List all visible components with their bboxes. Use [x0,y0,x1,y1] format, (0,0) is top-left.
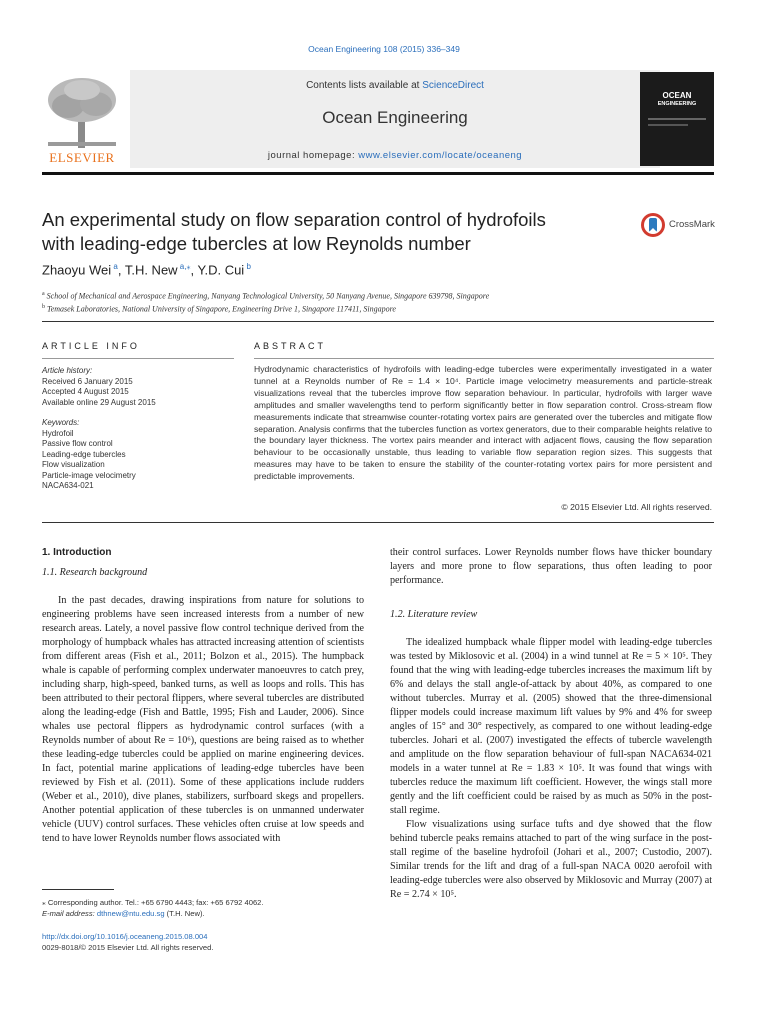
keywords [42,418,136,492]
email-suffix: (T.H. New). [164,908,205,918]
footnote-rule [42,889,114,890]
author-list: Zhaoyu Wei $^a$, T.H. New $^{a,⁎}$, Y.D. Cui $^b$ [42,262,251,278]
author-affiliation-marker[interactable]: a,⁎ [179,262,191,271]
body-column-right [390,546,712,902]
body-paragraph: Flow visualizations using surface tufts and dye showed that the flow behind tubercle peaks remains attached to part of the wing surface in the post-stall regime of the baseline hydrofoil (Johari et al., 2007; Custodio, 2007). Similar trends for the lift and drag of a full-span NACA 0020 aerofoil with leading-edge tubercles were also observed by Miklosovic and Murray (2007) at Re = 2.74 × 10⁵. [390,819,712,900]
homepage-prefix: journal homepage: [267,150,359,161]
corresponding-author-footnote [42,898,372,919]
author-name[interactable]: Y.D. Cui [197,262,245,278]
subsection-heading: 1.1. Research background [42,567,148,578]
keyword-item[interactable]: NACA634-021 [42,481,94,490]
body-paragraph: The idealized humpback whale flipper model with leading-edge tubercles was tested by Miklosovic et al. (2004) in a wind tunnel at Re = 5 × 10⁵. They found that the wing with leading-edge tubercles increases the maximum lift by 6% and delays the stall angle-of-attack by about 40%, as compared to one without tubercles. Murray et al. (2005) showed that the three-dimensional flipper models could increase maximum lift values by 9% and 4% for sweep angles of 15° and 30° respectively, as compared to one without leading-edge tubercles. Johari et al. (2007) investigated the effects of tubercle wavelength and amplitude on the flow separation behaviour of full-span NACA634-021 models in a water tunnel at Re = 1.83 × 10⁵. It was found that wings with tubercles reduce the maximum lift coefficient. However, the wings stall more gently and the lift coefficient could be raised by as much as 50% in the post-stall regime. [390,637,712,816]
crossmark-button[interactable] [640,212,720,238]
contents-line [130,80,660,91]
email-link[interactable]: dthnew@ntu.edu.sg [96,908,165,918]
abstract-copyright: © 2015 Elsevier Ltd. All rights reserved. [561,502,712,512]
article-title-line2: with leading-edge tubercles at low Reynolds number [42,233,471,254]
body-paragraph: their control surfaces. Lower Reynolds number flows have thicker boundary layers and more prone to flow separations, thus often leading to poor performance. [390,547,712,586]
history-item: Available online 29 August 2015 [42,397,156,407]
doi-block [42,932,214,953]
abstract-rule [254,358,714,359]
keywords-label: Keywords: [42,418,80,427]
keyword-item[interactable]: Hydrofoil [42,428,74,438]
email-label: E-mail address: [42,908,97,918]
article-title [42,208,622,256]
journal-homepage [130,150,660,161]
cover-title [640,92,714,108]
subsection-heading: 1.2. Literature review [390,609,478,620]
section-heading: 1. Introduction [42,547,112,558]
publisher-name: ELSEVIER [49,150,115,165]
abstract-bottom-rule [42,522,714,523]
history-item: Accepted 4 August 2015 [42,387,129,396]
cover-title-line1: OCEAN [662,91,692,100]
body-paragraph: In the past decades, drawing inspirations from nature for solutions to engineering problems have seen increased interests from a number of new research areas. Lately, a novel passive flow control technique derived from the morphology of humpback whales has attracted increasing attention of scientists from different areas (Fish et al., 2011; Bolzon et al., 2015). The humpback whale is capable of performing complex underwater manoeuvres to catch prey, including sharp, high-speed, banked turns, as well as loops and rolls. This has been attributed to their pectoral flippers, where several tubercles are distributed along the leading-edge (Fish and Battle, 1995; Fish and Lauder, 2006). Since whales use pectoral flippers as hydrodynamic control surfaces (with a Reynolds number of about Re = 10⁶), questions are being raised as to whether these leading-edge tubercles could be applied on marine engineering devices. In fact, potential marine applications of leading-edge tubercles have been reviewed by Fish et al. (2011). Some of these applications include rudders (Weber et al., 2010), dive planes, stabilizers, surfboard skegs and propellers. Another potential application of these tubercles is on unmanned underwater vehicle (UUV) control surfaces. These vehicles often cruise at low speeds and tend to have lower Reynolds number flows associated with [42,595,364,844]
cover-stripe [648,118,706,120]
affiliation-item: $^a$ School of Mechanical and Aerospace Engineering, Nanyang Technological University, 50 Nanyang Avenue, Singapore 639798, Singapore [42,291,490,301]
abstract-text: Hydrodynamic characteristics of hydrofoils with leading-edge tubercles were experimentally investigated in a water tunnel at a Reynolds number of Re = 1.4 × 10⁴. Particle image velocimetry measurements and particle-streak visualizations reveal that the tubercles improve flow separation behaviour. In particular, hydrofoils with larger wave amplitudes and smaller wavelengths tend to perform significantly better in flow separation control. Cross-stream flow measurements indicate that streamwise counter-rotating vortex pairs are generated over the tubercles and mitigate flow separation. Analysis confirms that the tubercles function as vortex generators, due to their comparable heights relative to the boundary layer thickness. The vortex pairs meander and interact with adjacent flows, causing the flow separation behaviour to be occasionally unstable, thus leading to variable flow separation region sizes. This suggests that measures may have to be taken to ensure the stability of the counter-rotating vortex pairs for more persistent and predictable improvements. [254,364,712,482]
sciencedirect-link[interactable]: ScienceDirect [422,80,484,91]
footnote-contact: ⁎ Corresponding author. Tel.: +65 6790 4443; fax: +65 6792 4062. [42,898,264,907]
author-affiliation-marker[interactable]: a [113,262,118,271]
cover-title-line2: ENGINEERING [657,101,697,107]
cover-stripe [648,124,688,126]
journal-title: Ocean Engineering [322,108,468,127]
article-history-label: Article history: [42,366,93,375]
homepage-link[interactable]: www.elsevier.com/locate/oceaneng [358,150,523,161]
doi-link[interactable]: http://dx.doi.org/10.1016/j.oceaneng.2015.08.004 [42,932,208,941]
keyword-item[interactable]: Flow visualization [42,460,105,469]
article-info-rule [42,358,234,359]
author-affiliation-marker[interactable]: b [246,262,251,271]
section-rule [42,321,714,322]
history-item: Received 6 January 2015 [42,376,133,386]
journal-cover-thumbnail [640,72,714,166]
author-name[interactable]: T.H. New [124,262,178,278]
article-title-line1: An experimental study on flow separation control of hydrofoils [42,209,546,230]
abstract-heading: ABSTRACT [254,341,327,351]
keyword-item[interactable]: Leading-edge tubercles [42,449,126,459]
crossmark-label: CrossMark [669,219,715,230]
body-column-left [42,546,364,846]
crossmark-icon [640,212,666,238]
affiliations [42,289,489,314]
journal-citation-link[interactable]: Ocean Engineering 108 (2015) 336–349 [308,44,460,54]
keyword-item[interactable]: Particle-image velocimetry [42,470,136,480]
header-rule [42,172,714,175]
journal-banner [42,70,714,168]
issn-line: 0029-8018/© 2015 Elsevier Ltd. All rights reserved. [42,942,214,952]
contents-prefix: Contents lists available at [306,80,423,91]
keyword-item[interactable]: Passive flow control [42,439,113,448]
article-history [42,366,156,408]
affiliation-item: $^b$ Temasek Laboratories, National University of Singapore, Engineering Drive 1, Singapore 117411, Singapore [42,303,396,314]
article-info-heading: ARTICLE INFO [42,341,140,351]
footnote-email [42,909,372,920]
author-name[interactable]: Zhaoyu Wei [42,262,112,278]
